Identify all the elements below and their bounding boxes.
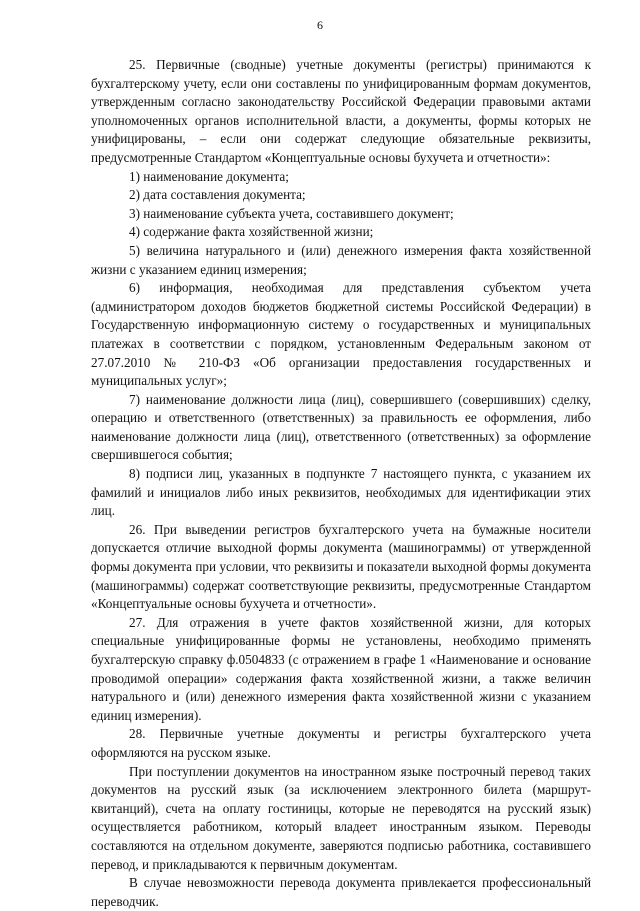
paragraph-26: 26. При выведении регистров бухгалтерского учета на бумажные носители допускается отличие выходной формы документа (машинограммы) от утвержденной формы документа при условии, что реквизиты и показатели выходной формы документа (машинограммы) содержат соответствующие реквизиты, предусмотренные Стандартом «Концептуальные основы бухучета и отчетности». — [91, 521, 591, 612]
paragraph-translation: При поступлении документов на иностранном языке построчный перевод таких документов на русский язык (за исключением электронного билета (маршрут-квитанций), счета на оплату гостиницы, которые не переводятся на русский язык) осуществляется работником, который владеет иностранным языком. Переводы составляются на отдельном документе, заверяются подписью работника, составившего перевод, и прикладываются к первичным документам. — [91, 763, 591, 872]
paragraph-translator: В случае невозможности перевода документа привлекается профессиональный переводчик. — [91, 875, 591, 909]
document-body — [91, 56, 591, 911]
requisite-item-6: 6) информация, необходимая для представления субъектом учета (администратором доходов бюджетов бюджетной системы Российской Федерации) в Государственную информационную систему о государственных и муниципальных платежах в соответствии с порядком, установленным Федеральным законом от 27.07.2010 № 210-ФЗ «Об организации предоставления государственных и муниципальных услуг»; — [91, 280, 591, 389]
requisite-item-8: 8) подписи лиц, указанных в подпункте 7 настоящего пункта, с указанием их фамилий и инициалов либо иных реквизитов, необходимых для идентификации этих лиц. — [91, 466, 591, 519]
paragraph-27: 27. Для отражения в учете фактов хозяйственной жизни, для которых специальные унифицированные формы не установлены, необходимо применять бухгалтерскую справку ф.0504833 (с отражением в графе 1 «Наименование и основание проводимой операции» содержания факта хозяйственной жизни, а также величин натурального и (или) денежного измерения факта хозяйственной жизни с указанием единиц измерения). — [91, 614, 591, 723]
requisite-item-1: 1) наименование документа; — [129, 168, 289, 184]
requisite-item-7: 7) наименование должности лица (лиц), совершившего (совершивших) сделку, операцию и ответственного (ответственных) за правильность ее оформления, либо наименование должности лица (лиц), ответственного (ответственных) за оформление свершившегося события; — [91, 391, 591, 463]
paragraph-25: 25. Первичные (сводные) учетные документы (регистры) принимаются к бухгалтерскому учету, если они составлены по унифицированным формам документов, утвержденным согласно законодательству Российской Федерации правовыми актами уполномоченных органов исполнительной власти, а документы, формы которых не унифицированы, – если они содержат следующие обязательные реквизиты, предусмотренные Стандартом «Концептуальные основы бухучета и отчетности»: — [91, 57, 591, 165]
paragraph-28: 28. Первичные учетные документы и регистры бухгалтерского учета оформляются на русском языке. — [91, 726, 591, 760]
requisite-item-5: 5) величина натурального и (или) денежного измерения факта хозяйственной жизни с указанием единиц измерения; — [91, 242, 591, 277]
requisite-item-2: 2) дата составления документа; — [129, 187, 306, 203]
page-number: 6 — [317, 18, 323, 32]
requisite-item-3: 3) наименование субъекта учета, составившего документ; — [129, 205, 454, 221]
requisite-item-4: 4) содержание факта хозяйственной жизни; — [129, 224, 374, 240]
